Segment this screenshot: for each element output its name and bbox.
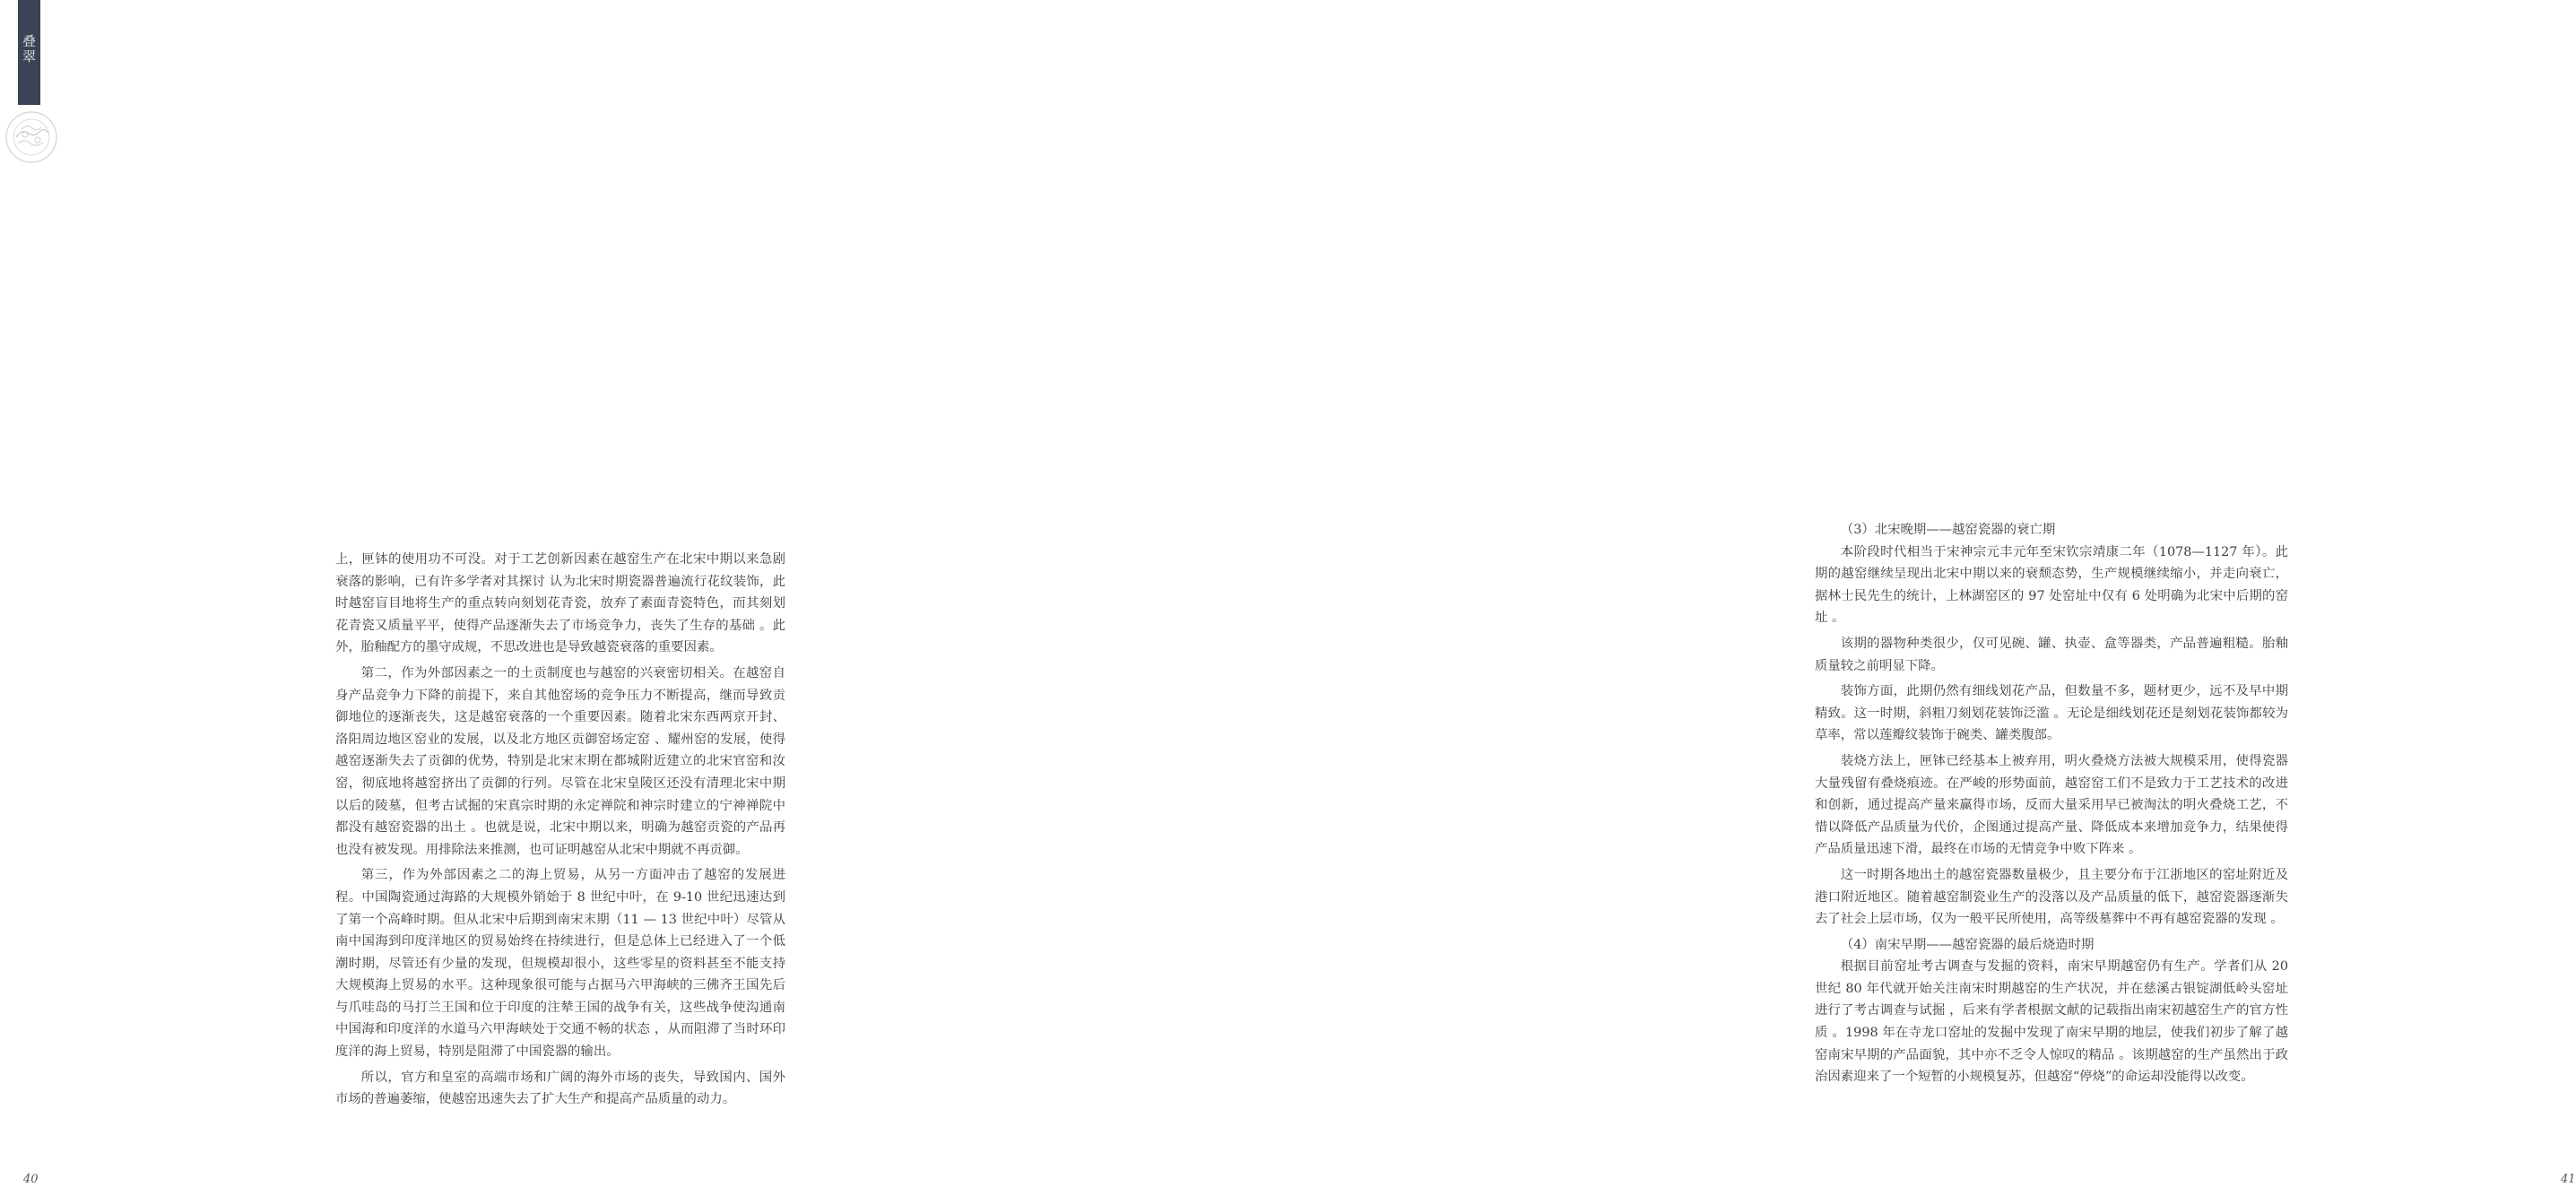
right-paragraph: 该期的器物种类很少，仅可见碗、罐、执壶、盒等器类，产品普遍粗糙。胎釉质量较之前明显下降。 xyxy=(1815,636,2288,673)
page-number-left: 40 xyxy=(23,1173,39,1186)
left-paragraph: 上，匣钵的使用功不可没。对于工艺创新因素在越窑生产在北宋中期以来急剧衰落的影响，已有许多学者对其探讨 认为北宋时期瓷器普遍流行花纹装饰，此时越窑盲目地将生产的重点转向刻划花青瓷，放弃了素面青瓷特色，而其刻划花青瓷又质量平平，使得产品逐渐失去了市场竞争力，丧失了生存的基础 。此外，胎釉配方的墨守成规，不思改进也是导致越瓷衰落的重要因素。 xyxy=(335,552,785,655)
right-paragraph: 本阶段时代相当于宋神宗元丰元年至宋钦宗靖康二年（1078—1127 年）。此期的越窑继续呈现出北宋中期以来的衰颓态势，生产规模继续缩小，并走向衰亡，据林士民先生的统计，上林湖窑区的 97 处窑址中仅有 6 处明确为北宋中后期的窑址 。 xyxy=(1815,544,2288,626)
right-paragraph: 装烧方法上，匣钵已经基本上被弃用，明火叠烧方法被大规模采用，使得瓷器大量残留有叠烧痕迹。在严峻的形势面前，越窑窑工们不是致力于工艺技术的改进和创新，通过提高产量来赢得市场，反而大量采用早已被淘汰的明火叠烧工艺，不惜以降低产品质量为代价，企图通过提高产量、降低成本来增加竞争力，结果使得产品质量迅速下滑，最终在市场的无情竞争中败下阵来 。 xyxy=(1815,753,2288,857)
right-paragraph: 根据目前窑址考古调查与发掘的资料，南宋早期越窑仍有生产。学者们从 20 世纪 80 年代就开始关注南宋时期越窑的生产状况，并在慈溪古银锭湖低岭头窑址进行了考古调查与试掘 ，后来有学者根据文献的记载指出南宋初越窑生产的官方性质 。1998 年在寺龙口窑址的发掘中发现了南宋早期的地层，使我们初步了解了越窑南宋早期的产品面貌，其中亦不乏令人惊叹的精品 。该期越窑的生产虽然出于政治因素迎来了一个短暂的小规模复苏，但越窑“停烧”的命运却没能得以改变。 xyxy=(1815,959,2288,1085)
left-paragraph: 所以，官方和皇室的高端市场和广阔的海外市场的丧失，导致国内、国外市场的普遍萎缩，使越窑迅速失去了扩大生产和提高产品质量的动力。 xyxy=(335,1070,785,1107)
left-paragraph: 第二，作为外部因素之一的土贡制度也与越窑的兴衰密切相关。在越窑自身产品竞争力下降的前提下，来自其他窑场的竞争压力不断提高，继而导致贡御地位的逐渐丧失，这是越窑衰落的一个重要因素。随着北宋东西两京开封、洛阳周边地区窑业的发展，以及北方地区贡御窑场定窑 、耀州窑的发展，使得越窑逐渐失去了贡御的优势，特别是北宋末期在都城附近建立的北宋官窑和汝窑，彻底地将越窑挤出了贡御的行列。尽管在北宋皇陵区还没有清理北宋中期以后的陵墓，但考古试掘的宋真宗时期的永定禅院和神宗时建立的宁神禅院中都没有越窑瓷器的出土 。也就是说，北宋中期以来，明确为越窑贡瓷的产品再也没有被发现。用排除法来推测，也可证明越窑从北宋中期就不再贡御。 xyxy=(335,665,785,857)
section-tab xyxy=(18,0,40,105)
section-tab-label: 叠翠 xyxy=(21,34,37,65)
left-paragraph: 第三，作为外部因素之二的海上贸易，从另一方面冲击了越窑的发展进程。中国陶瓷通过海路的大规模外销始于 8 世纪中叶，在 9-10 世纪迅速达到了第一个高峰时期。但从北宋中后期到南宋末期（11 — 13 世纪中叶）尽管从南中国海到印度洋地区的贸易始终在持续进行，但是总体上已经进入了一个低潮时期，尽管还有少量的发现，但规模却很小，这些零星的资料甚至不能支持大规模海上贸易的水平。这种现象很可能与占据马六甲海峡的三佛齐王国先后与爪哇岛的马打兰王国和位于印度的注辇王国的战争有关，这些战争使沟通南中国海和印度洋的水道马六甲海峡处于交通不畅的状态 ，从而阻滞了当时环印度洋的海上贸易，特别是阻滞了中国瓷器的输出。 xyxy=(335,868,785,1060)
right-body-text xyxy=(1815,516,2288,1088)
section-heading: （4）南宋早期——越窑瓷器的最后烧造时期 xyxy=(1840,937,2095,952)
section-heading: （3）北宋晚期——越窑瓷器的衰亡期 xyxy=(1840,523,2056,537)
right-paragraph: 装饰方面，此期仍然有细线划花产品，但数量不多，题材更少，远不及早中期精致。这一时期，斜粗刀刻划花装饰泛滥 。无论是细线划花还是刻划花装饰都较为草率，常以莲瓣纹装饰于碗类、罐类腹部。 xyxy=(1815,684,2288,743)
cloud-medallion-icon xyxy=(4,109,59,165)
right-paragraph: 这一时期各地出土的越窑瓷器数量极少，且主要分布于江浙地区的窑址附近及港口附近地区。随着越窑制瓷业生产的没落以及产品质量的低下，越窑瓷器逐渐失去了社会上层市场，仅为一般平民所使用，高等级墓葬中不再有越窑瓷器的发现 。 xyxy=(1815,867,2288,927)
left-body-text xyxy=(335,549,785,1111)
left-page xyxy=(0,0,861,1187)
right-page xyxy=(861,0,2576,1187)
page-number-right: 41 xyxy=(2561,1173,2576,1186)
